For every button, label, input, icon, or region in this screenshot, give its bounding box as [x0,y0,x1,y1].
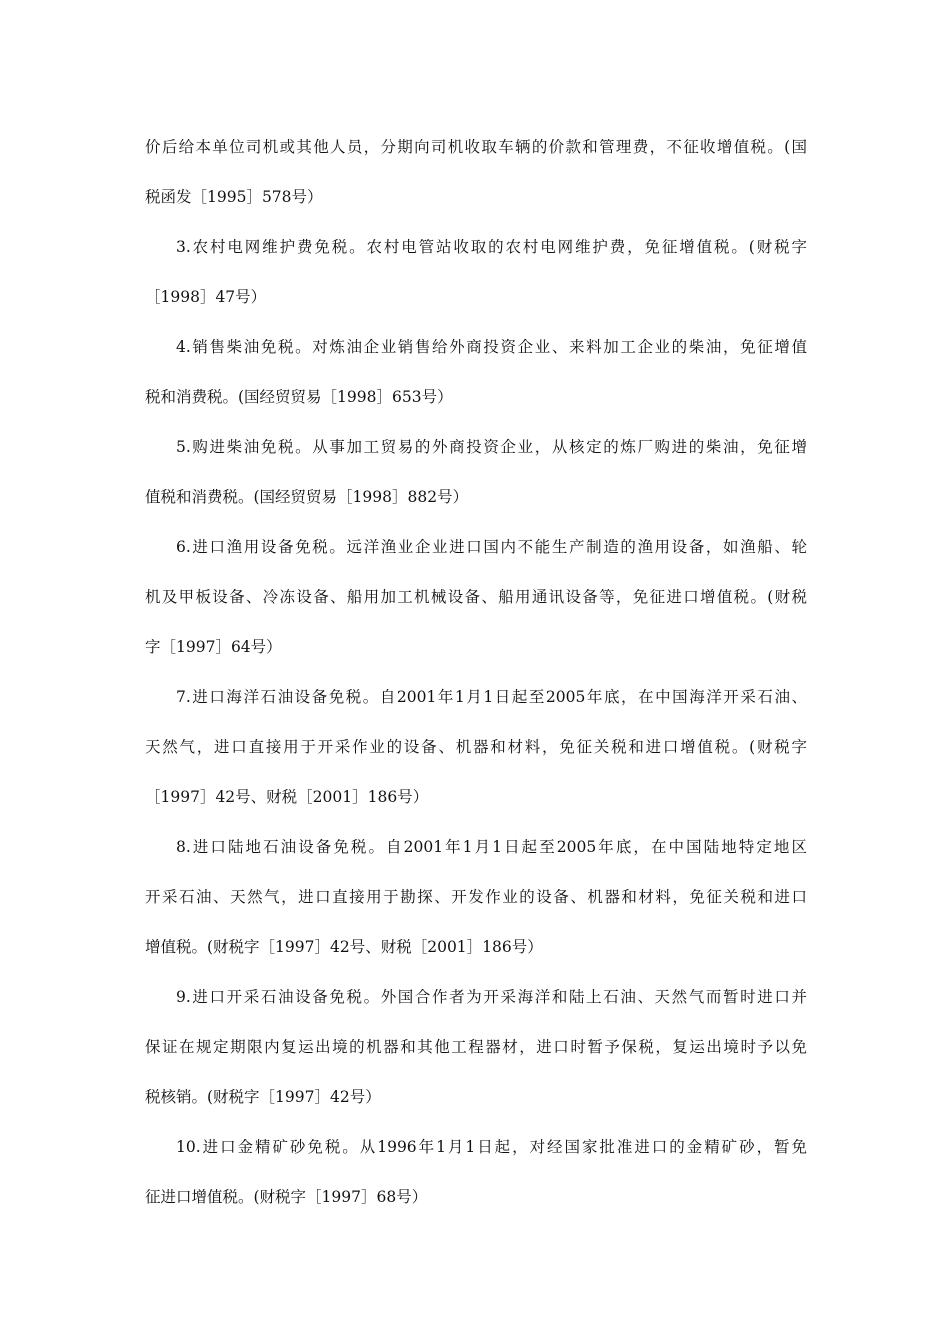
text-line: 保证在规定期限内复运出境的机器和其他工程器材，进口时暂予保税，复运出境时予以免 [145,1038,807,1056]
text-line: 7.进口海洋石油设备免税。自2001年1月1日起至2005年底，在中国海洋开采石油、 [176,688,807,706]
text-line: 税核销。(财税字［1997］42号） [145,1088,381,1106]
text-line: 6.进口渔用设备免税。远洋渔业企业进口国内不能生产制造的渔用设备，如渔船、轮 [176,538,807,556]
text-line: 税函发［1995］578号） [145,188,323,206]
text-line: 5.购进柴油免税。从事加工贸易的外商投资企业，从核定的炼厂购进的柴油，免征增 [176,438,807,456]
text-line: 天然气，进口直接用于开采作业的设备、机器和材料，免征关税和进口增值税。(财税字 [145,738,807,756]
text-line: 值税和消费税。(国经贸贸易［1998］882号） [145,488,469,506]
text-line: 征进口增值税。(财税字［1997］68号） [145,1188,428,1206]
text-line: 10.进口金精矿砂免税。从1996年1月1日起，对经国家批准进口的金精矿砂，暂免 [176,1138,807,1156]
text-line: 增值税。(财税字［1997］42号、财税［2001］186号） [145,938,543,956]
text-line: 字［1997］64号） [145,638,282,656]
text-line: 价后给本单位司机或其他人员，分期向司机收取车辆的价款和管理费，不征收增值税。(国 [145,138,807,156]
text-line: 税和消费税。(国经贸贸易［1998］653号） [145,388,453,406]
text-line: 9.进口开采石油设备免税。外国合作者为开采海洋和陆上石油、天然气而暂时进口并 [176,988,807,1006]
document-body [145,122,807,1222]
text-line: 4.销售柴油免税。对炼油企业销售给外商投资企业、来料加工企业的柴油，免征增值 [176,338,807,356]
text-line: ［1998］47号） [145,288,267,306]
text-line: 8.进口陆地石油设备免税。自2001年1月1日起至2005年底，在中国陆地特定地区 [176,838,807,856]
text-line: 开采石油、天然气，进口直接用于勘探、开发作业的设备、机器和材料，免征关税和进口 [145,888,807,906]
text-line: ［1997］42号、财税［2001］186号） [145,788,429,806]
text-line: 机及甲板设备、冷冻设备、船用加工机械设备、船用通讯设备等，免征进口增值税。(财税 [145,588,807,606]
text-line: 3.农村电网维护费免税。农村电管站收取的农村电网维护费，免征增值税。(财税字 [176,238,807,256]
